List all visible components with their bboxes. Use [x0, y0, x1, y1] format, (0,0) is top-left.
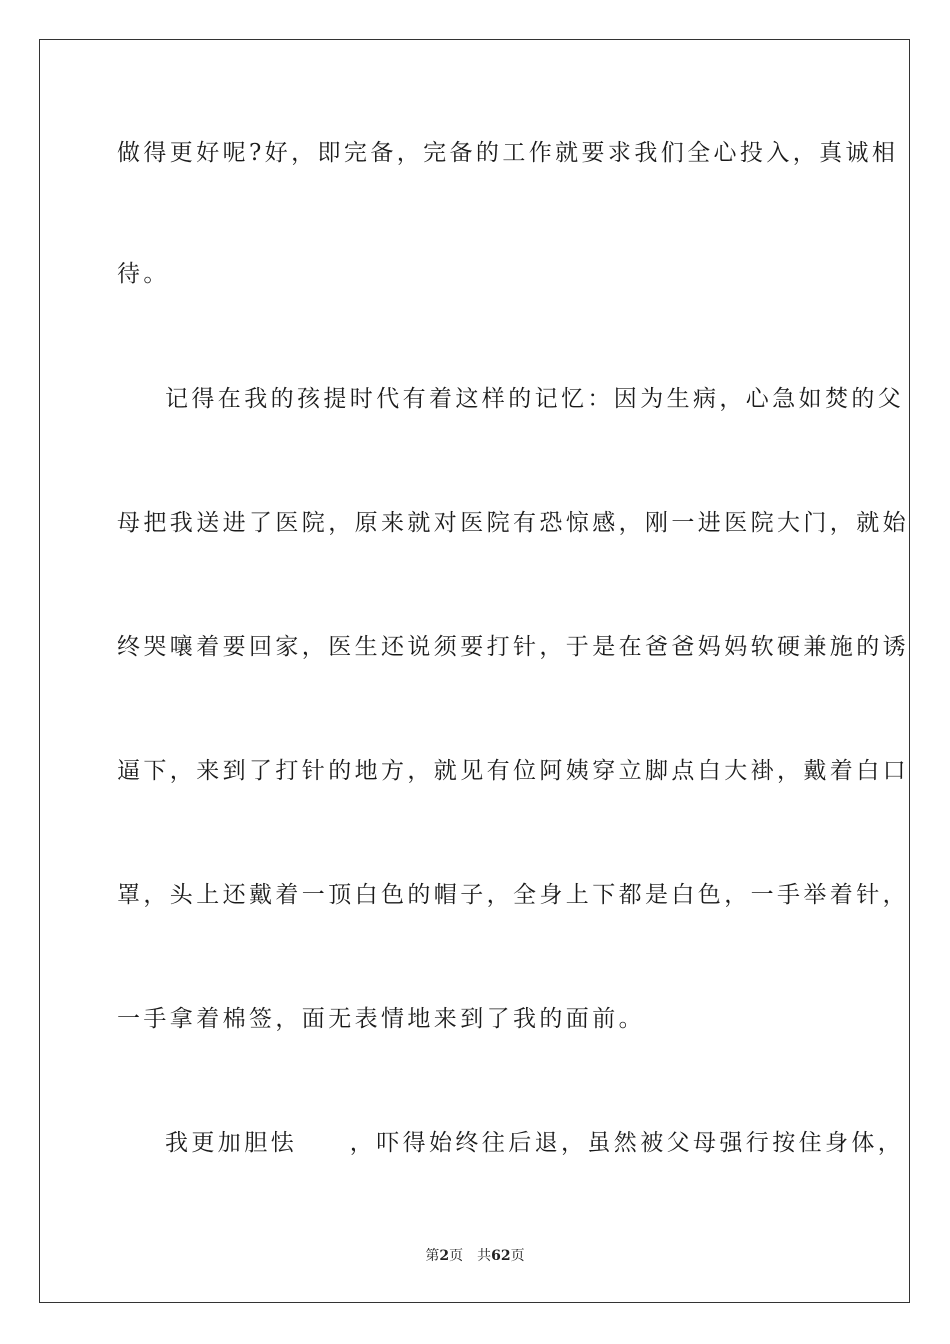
- page-suffix: 页: [449, 1248, 464, 1264]
- total-pages: 62: [491, 1248, 511, 1264]
- page-border: [39, 39, 910, 1303]
- text-line-1: 做得更好呢?好，即完备，完备的工作就要求我们全心投入，真诚相: [117, 140, 899, 166]
- page-number: 2: [439, 1248, 450, 1264]
- text-line-8: 一手拿着棉签，面无表情地来到了我的面前。: [117, 1006, 645, 1032]
- page-footer: [0, 1247, 950, 1265]
- total-suffix: 页: [510, 1248, 525, 1264]
- text-line-5: 终哭嚷着要回家，医生还说须要打针，于是在爸爸妈妈软硬兼施的诱: [117, 634, 909, 660]
- text-line-9: 我更加胆怯 ，吓得始终往后退，虽然被父母强行按住身体，: [165, 1130, 905, 1156]
- page-prefix: 第: [425, 1248, 440, 1264]
- text-line-7: 罩，头上还戴着一顶白色的帽子，全身上下都是白色，一手举着针，: [117, 882, 909, 908]
- text-line-2: 待。: [117, 261, 170, 287]
- text-line-4: 母把我送进了医院，原来就对医院有恐惊感，刚一进医院大门，就始: [117, 510, 909, 536]
- total-prefix: 共: [477, 1248, 492, 1264]
- text-line-6: 逼下，来到了打针的地方，就见有位阿姨穿立脚点白大褂，戴着白口: [117, 758, 909, 784]
- text-line-3: 记得在我的孩提时代有着这样的记忆：因为生病，心急如焚的父: [165, 386, 905, 412]
